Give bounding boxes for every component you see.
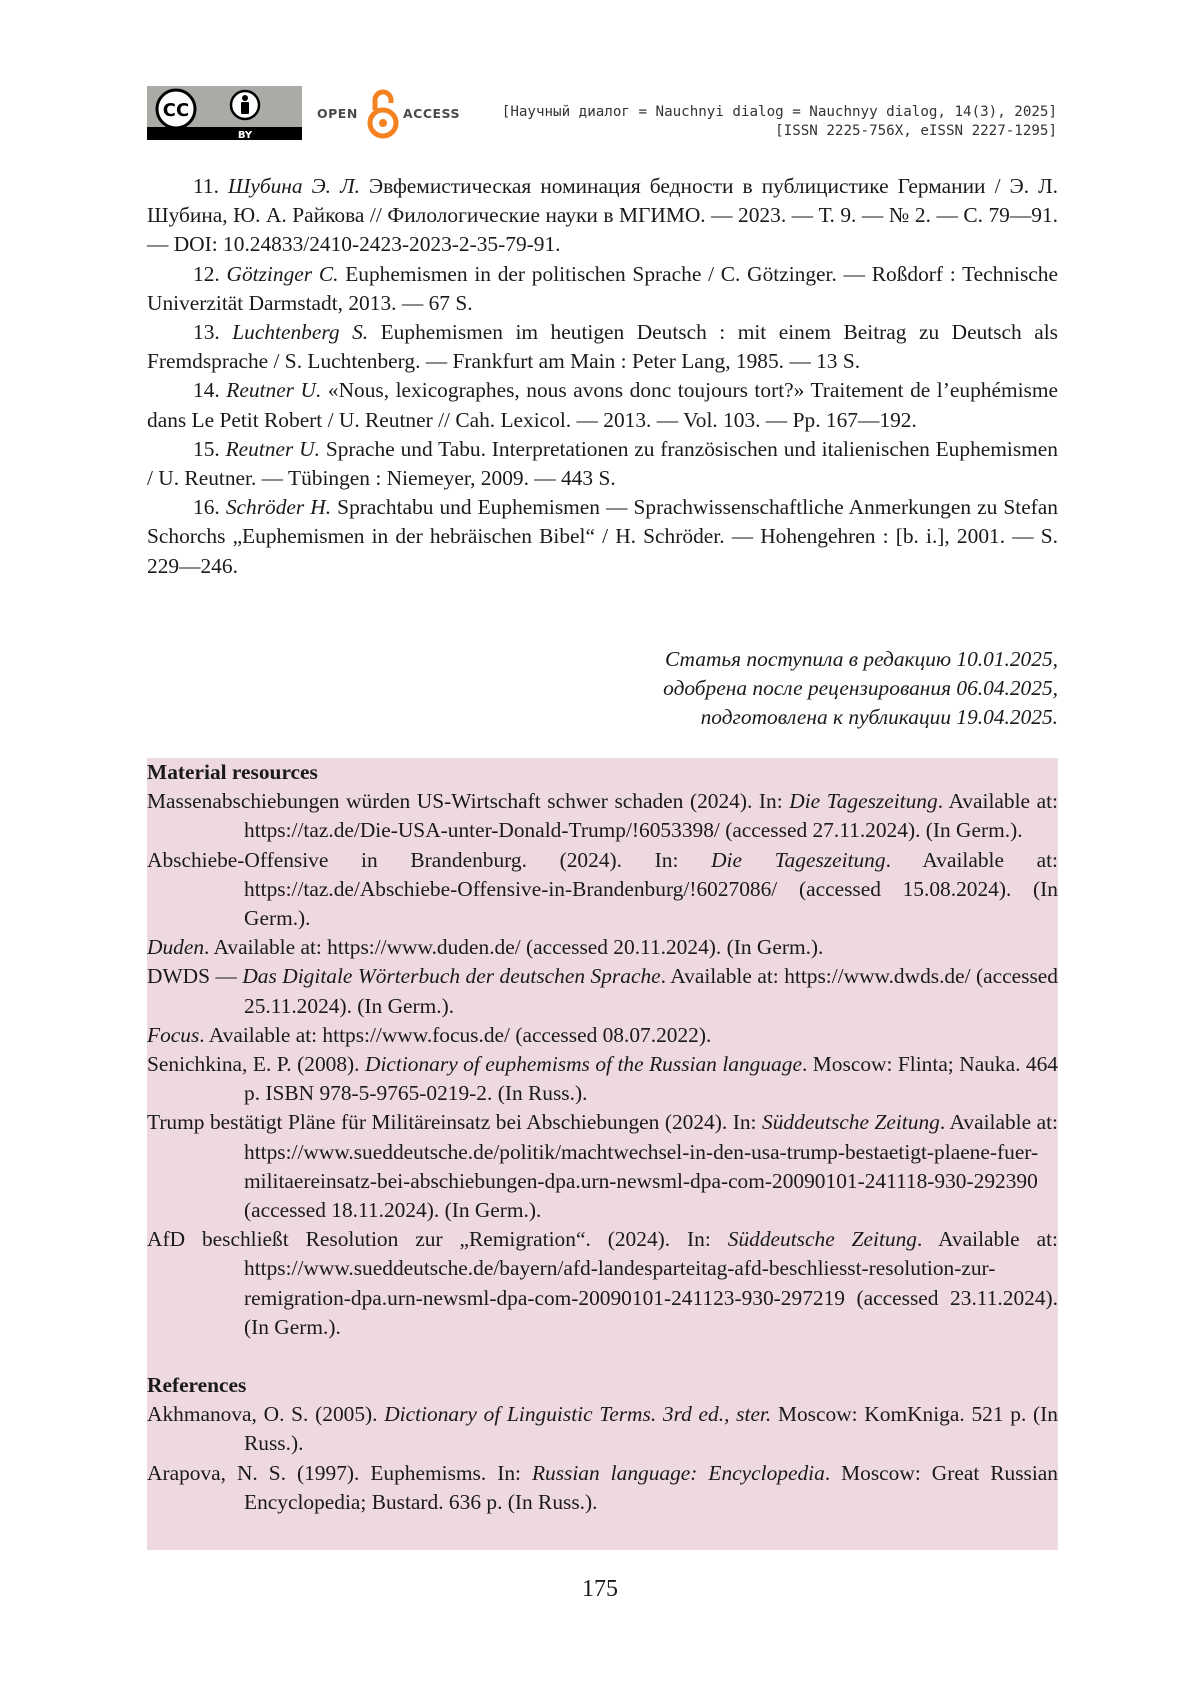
material-resource-item: Focus. Available at: https://www.focus.de/ (accessed 08.07.2022). (147, 1022, 712, 1047)
approved-date: одобрена после рецензирования 06.04.2025, (663, 676, 1058, 701)
material-resource-item: Abschiebe-Offensive in Brandenburg. (2024). In: Die Tageszeitung. Available at: https://taz.de/Abschiebe-Offensive-in-Brandenburg/!6027086/ (accessed 15.08.2024). (In Germ.). (147, 847, 1058, 931)
material-resource-item: Massenabschiebungen würden US-Wirtschaft schwer schaden (2024). In: Die Tageszeitung. Available at: https://taz.de/Die-USA-unter-Donald-Trump/!6053398/ (accessed 27.11.2024). (In Germ.). (147, 789, 1059, 843)
page-header (147, 86, 1057, 142)
reference-list (147, 172, 1058, 581)
journal-citation (502, 103, 1057, 141)
material-resources-heading: Material resources (147, 760, 318, 784)
open-label: OPEN (317, 106, 358, 121)
section-spacer (147, 1342, 1058, 1371)
english-references-block (147, 758, 1058, 1550)
journal-line-1: [Научный диалог = Nauchnyi dialog = Nauchnyy dialog, 14(3), 2025] (501, 104, 1057, 120)
reference-item: 14. Reutner U. «Nous, lexicographes, nous avons donc toujours tort?» Traitement de l’euphémisme dans Le Petit Robert / U. Reutner // Cah. Lexicol. — 2013. — Vol. 103. — Pp. 167—192. (147, 378, 1058, 432)
received-date: Статья поступила в редакцию 10.01.2025, (664, 647, 1058, 671)
reference-item: 13. Luchtenberg S. Euphemismen im heutigen Deutsch : mit einem Beitrag zu Deutsch als Fremdsprache / S. Luchtenberg. — Frankfurt am Main : Peter Lang, 1985. — 13 S. (147, 320, 1058, 374)
open-access-lock-icon (365, 88, 401, 140)
by-label: BY (237, 130, 253, 140)
open-access-logo (317, 88, 467, 140)
article-dates (663, 645, 1058, 733)
journal-line-2: [ISSN 2225-756X, eISSN 2227-1295] (775, 123, 1057, 139)
english-reference-item: Arapova, N. S. (1997). Euphemisms. In: Russian language: Encyclopedia. Moscow: Great Russian Encyclopedia; Bustard. 636 p. (In Russ.). (147, 1460, 1058, 1514)
references-heading: References (147, 1373, 247, 1398)
material-resource-item: Senichkina, E. P. (2008). Dictionary of euphemisms of the Russian language. Moscow: Flinta; Nauka. 464 p. ISBN 978-5-9765-0219-2. (In Russ.). (147, 1052, 1058, 1106)
reference-item: 16. Schröder H. Sprachtabu und Euphemismen — Sprachwissenschaftliche Anmerkungen zu Stefan Schorchs „Euphemismen in der hebräischen Bibel“ / H. Schröder. — Hohengehren : [b. i.], 2001. — S. 229—246. (147, 495, 1058, 578)
cc-label: CC (162, 100, 190, 121)
cc-by-license-icon (147, 86, 302, 140)
english-reference-item: Akhmanova, O. S. (2005). Dictionary of Linguistic Terms. 3rd ed., ster. Moscow: KomKniga. 521 p. (In Russ.). (147, 1402, 1058, 1456)
reference-item: 15. Reutner U. Sprache und Tabu. Interpretationen zu französischen und italienischen Euphemismen / U. Reutner. — Tübingen : Niemeyer, 2009. — 443 S. (147, 436, 1058, 491)
reference-item: 12. Götzinger C. Euphemismen in der politischen Sprache / C. Götzinger. — Roßdorf : Technische Univerzität Darmstadt, 2013. — 67 S. (147, 261, 1058, 315)
material-resource-item: Trump bestätigt Pläne für Militäreinsatz bei Abschiebungen (2024). In: Süddeutsche Zeitung. Available at: https://www.sueddeutsche.de/politik/machtwechsel-in-den-usa-trump-bestaetigt-plaene-fuer-militaereinsatz-bei-abschiebungen-dpa.urn-newsml-dpa-com-20090101-241118-930-292390 (accessed 18.11.2024). (In Germ.). (147, 1110, 1058, 1223)
page-number: 175 (582, 1576, 618, 1602)
prepared-date: подготовлена к публикации 19.04.2025. (700, 705, 1058, 730)
access-label: ACCESS (403, 106, 461, 121)
material-resource-item: DWDS — Das Digitale Wörterbuch der deutschen Sprache. Available at: https://www.dwds.de/ (accessed 25.11.2024). (In Germ.). (147, 964, 1058, 1018)
reference-item: 11. Шубина Э. Л. Эвфемистическая номинация бедности в публицистике Германии / Э. Л. Шубина, Ю. А. Райкова // Филологические науки в МГИМО. — 2023. — Т. 9. — № 2. — С. 79—91. — DOI: 10.24833/2410-2423-2023-2-35-79-91. (147, 174, 1058, 257)
material-resource-item: Duden. Available at: https://www.duden.de/ (accessed 20.11.2024). (In Germ.). (147, 935, 824, 960)
material-resource-item: AfD beschließt Resolution zur „Remigration“. (2024). In: Süddeutsche Zeitung. Available at: https://www.sueddeutsche.de/bayern/afd-landesparteitag-afd-beschliesst-resolution-zur-remigration-dpa.urn-newsml-dpa-com-20090101-241123-930-297219 (accessed 23.11.2024). (In Germ.). (147, 1227, 1058, 1339)
